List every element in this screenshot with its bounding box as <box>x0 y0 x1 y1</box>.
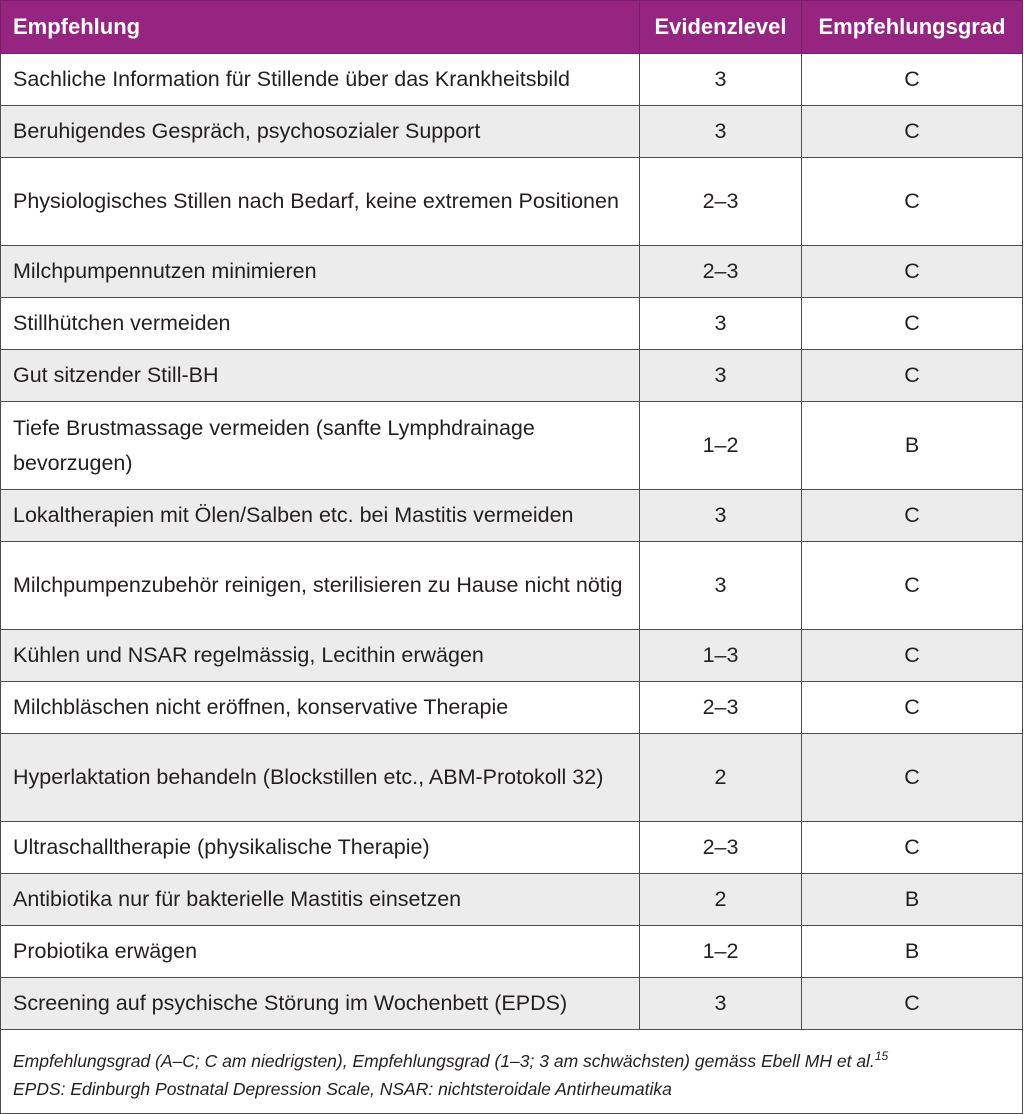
table-row <box>1 350 1023 402</box>
table-row <box>1 158 1023 246</box>
table-row <box>1 246 1023 298</box>
cell-recommendation: Milchpumpenzubehör reinigen, sterilisieren zu Hause nicht nötig <box>1 542 640 630</box>
footnote <box>1 1030 1023 1114</box>
cell-grade: C <box>802 978 1023 1030</box>
cell-grade: C <box>802 298 1023 350</box>
table-row <box>1 490 1023 542</box>
cell-recommendation: Sachliche Information für Stillende über das Krankheitsbild <box>1 54 640 106</box>
cell-grade: C <box>802 822 1023 874</box>
cell-level: 2–3 <box>640 822 802 874</box>
cell-level: 3 <box>640 298 802 350</box>
table-row <box>1 298 1023 350</box>
cell-level: 2–3 <box>640 682 802 734</box>
cell-level: 3 <box>640 106 802 158</box>
table-row <box>1 822 1023 874</box>
cell-grade: B <box>802 402 1023 490</box>
cell-recommendation: Antibiotika nur für bakterielle Mastitis einsetzen <box>1 874 640 926</box>
cell-recommendation: Probiotika erwägen <box>1 926 640 978</box>
cell-grade: B <box>802 874 1023 926</box>
header-recommendation-grade: Empfehlungsgrad <box>802 1 1023 54</box>
cell-level: 1–3 <box>640 630 802 682</box>
cell-grade: B <box>802 926 1023 978</box>
cell-recommendation: Gut sitzender Still-BH <box>1 350 640 402</box>
cell-recommendation: Milchbläschen nicht eröffnen, konservative Therapie <box>1 682 640 734</box>
cell-level: 2–3 <box>640 158 802 246</box>
cell-level: 3 <box>640 350 802 402</box>
table-row <box>1 106 1023 158</box>
cell-grade: C <box>802 106 1023 158</box>
footnote-text-1: Empfehlungsgrad (A–C; C am niedrigsten), Empfehlungsgrad (1–3; 3 am schwächsten) gemäss Ebell MH et al. <box>13 1050 875 1071</box>
cell-level: 2 <box>640 734 802 822</box>
cell-recommendation: Stillhütchen vermeiden <box>1 298 640 350</box>
cell-recommendation: Ultraschalltherapie (physikalische Therapie) <box>1 822 640 874</box>
cell-grade: C <box>802 158 1023 246</box>
table-row <box>1 926 1023 978</box>
cell-grade: C <box>802 54 1023 106</box>
table-header-row <box>1 1 1023 54</box>
cell-level: 2–3 <box>640 246 802 298</box>
cell-grade: C <box>802 630 1023 682</box>
cell-level: 1–2 <box>640 402 802 490</box>
table-row <box>1 402 1023 490</box>
cell-recommendation: Physiologisches Stillen nach Bedarf, keine extremen Positionen <box>1 158 640 246</box>
footnote-line-2: EPDS: Edinburgh Postnatal Depression Scale, NSAR: nichtsteroidale Antirheumatika <box>13 1078 672 1099</box>
footnote-reference: 15 <box>874 1049 889 1063</box>
cell-level: 3 <box>640 978 802 1030</box>
cell-recommendation: Hyperlaktation behandeln (Blockstillen etc., ABM-Protokoll 32) <box>1 734 640 822</box>
cell-grade: C <box>802 490 1023 542</box>
header-evidence-level: Evidenzlevel <box>640 1 802 54</box>
cell-grade: C <box>802 246 1023 298</box>
table-row <box>1 978 1023 1030</box>
table-row <box>1 734 1023 822</box>
cell-level: 3 <box>640 54 802 106</box>
cell-recommendation: Tiefe Brustmassage vermeiden (sanfte Lymphdrainage bevorzugen) <box>1 402 640 490</box>
cell-recommendation: Screening auf psychische Störung im Wochenbett (EPDS) <box>1 978 640 1030</box>
cell-level: 2 <box>640 874 802 926</box>
cell-grade: C <box>802 350 1023 402</box>
cell-level: 1–2 <box>640 926 802 978</box>
table-row <box>1 542 1023 630</box>
cell-recommendation: Kühlen und NSAR regelmässig, Lecithin erwägen <box>1 630 640 682</box>
cell-grade: C <box>802 542 1023 630</box>
cell-level: 3 <box>640 490 802 542</box>
footnote-line-1 <box>13 1042 1010 1075</box>
cell-level: 3 <box>640 542 802 630</box>
table-row <box>1 874 1023 926</box>
table-row <box>1 630 1023 682</box>
cell-grade: C <box>802 682 1023 734</box>
cell-recommendation: Milchpumpennutzen minimieren <box>1 246 640 298</box>
table-row <box>1 682 1023 734</box>
cell-recommendation: Lokaltherapien mit Ölen/Salben etc. bei Mastitis vermeiden <box>1 490 640 542</box>
footnote-row <box>1 1030 1023 1114</box>
cell-grade: C <box>802 734 1023 822</box>
header-recommendation: Empfehlung <box>1 1 640 54</box>
cell-recommendation: Beruhigendes Gespräch, psychosozialer Support <box>1 106 640 158</box>
table-row <box>1 54 1023 106</box>
